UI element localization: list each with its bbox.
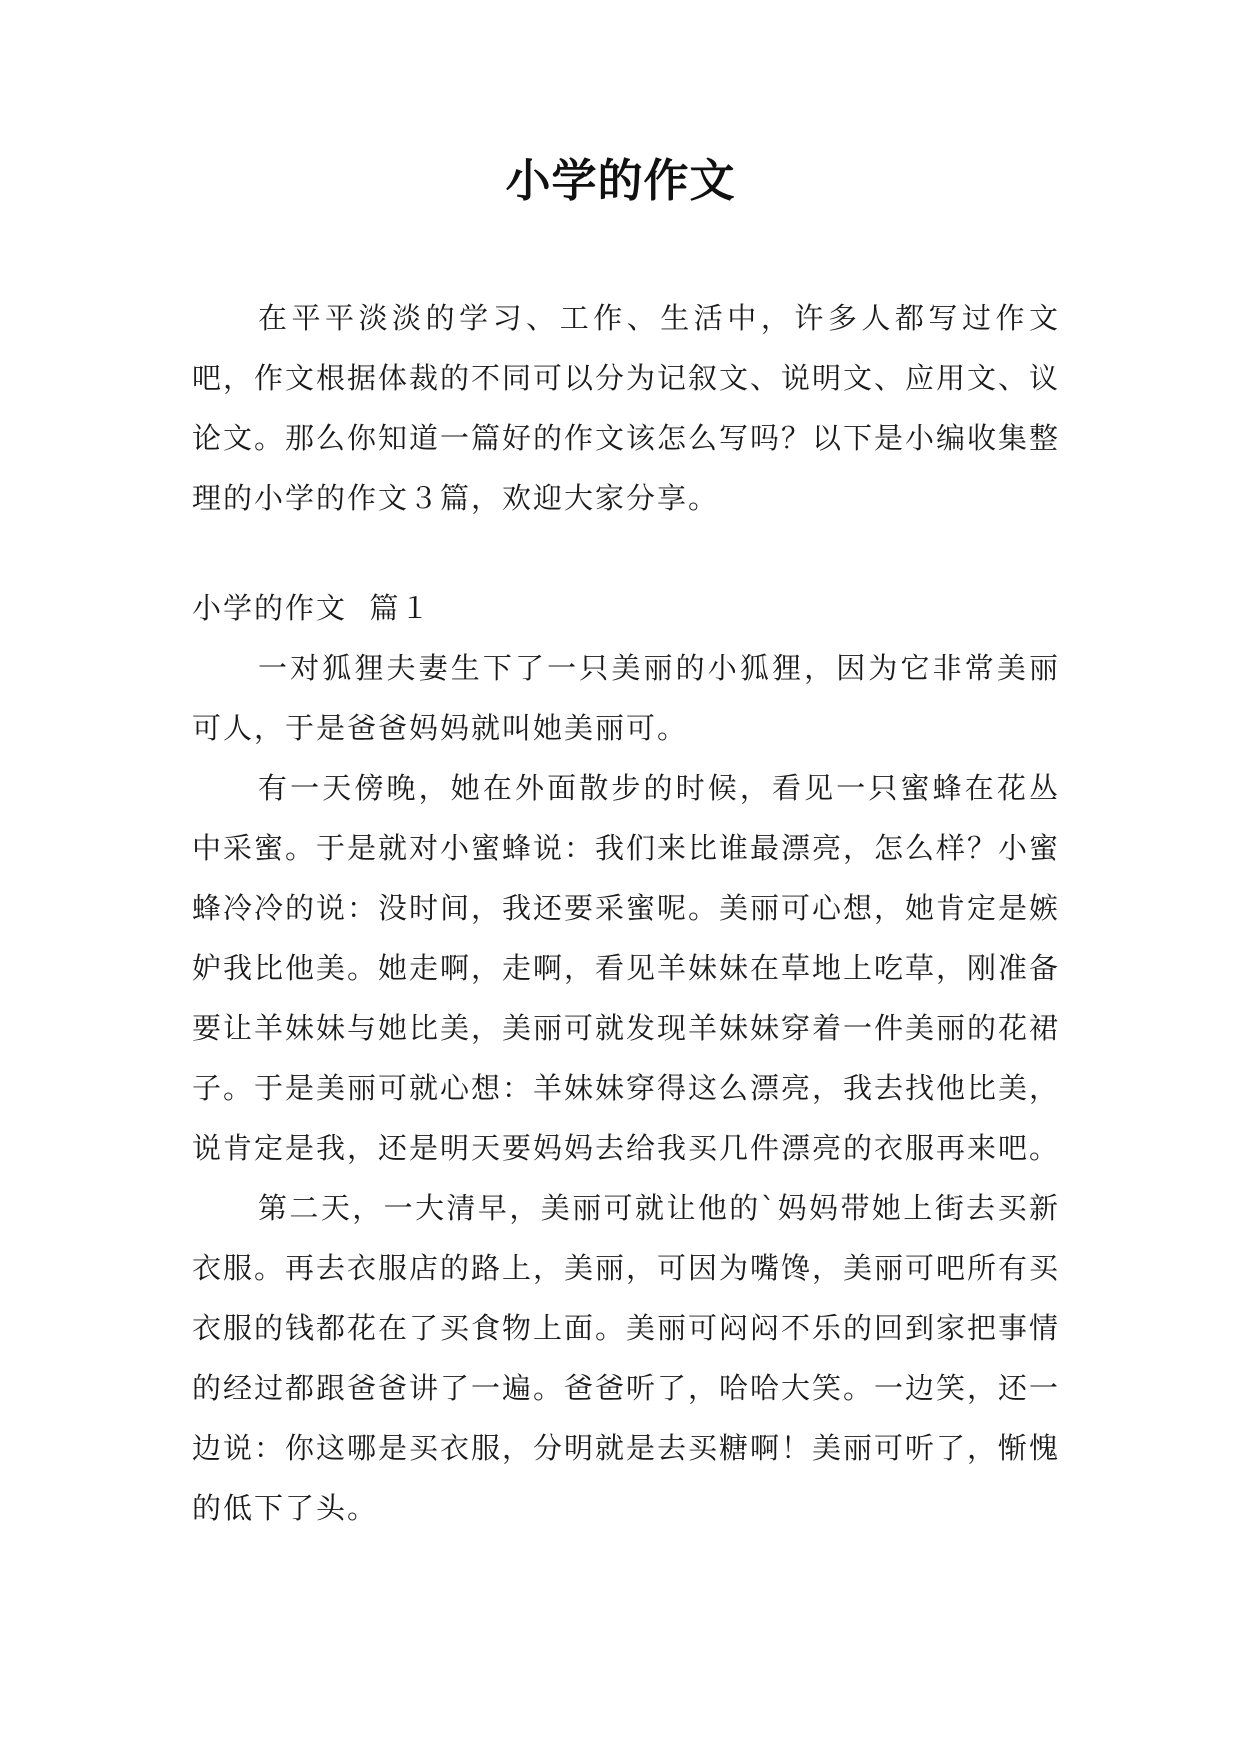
section-heading: 小学的作文 篇１ [192, 591, 432, 625]
document-title: 小学的作文 [505, 154, 736, 207]
story-paragraph: 有一天傍晚，她在外面散步的时候，看见一只蜜蜂在花丛中采蜜。于是就对小蜜蜂说：我们来比谁最漂亮，怎么样？小蜜蜂冷冷的说：没时间，我还要采蜜呢。美丽可心想，她肯定是嫉妒我比他美。她走啊，走啊，看见羊妹妹在草地上吃草，刚准备要让羊妹妹与她比美，美丽可就发现羊妹妹穿着一件美丽的花裙子。于是美丽可就心想：羊妹妹穿得这么漂亮，我去找他比美，说肯定是我，还是明天要妈妈去给我买几件漂亮的衣服再来吧。 [192, 771, 1061, 1165]
story-paragraph: 一对狐狸夫妻生下了一只美丽的小狐狸，因为它非常美丽可人，于是爸爸妈妈就叫她美丽可。 [192, 651, 1060, 745]
intro-section [192, 288, 1060, 528]
story-paragraph: 第二天，一大清早，美丽可就让他的`妈妈带她上街去买新衣服。再去衣服店的路上，美丽，可因为嘴馋，美丽可吧所有买衣服的钱都花在了买食物上面。美丽可闷闷不乐的回到家把事情的经过都跟爸爸讲了一遍。爸爸听了，哈哈大笑。一边笑，还一边说：你这哪是买衣服，分明就是去买糖啊！美丽可听了，惭愧的低下了头。 [192, 1191, 1061, 1525]
story-body [192, 638, 1060, 1538]
intro-paragraph: 在平平淡淡的学习、工作、生活中，许多人都写过作文吧，作文根据体裁的不同可以分为记叙文、说明文、应用文、议论文。那么你知道一篇好的作文该怎么写吗？以下是小编收集整理的小学的作文３篇，欢迎大家分享。 [192, 301, 1061, 515]
